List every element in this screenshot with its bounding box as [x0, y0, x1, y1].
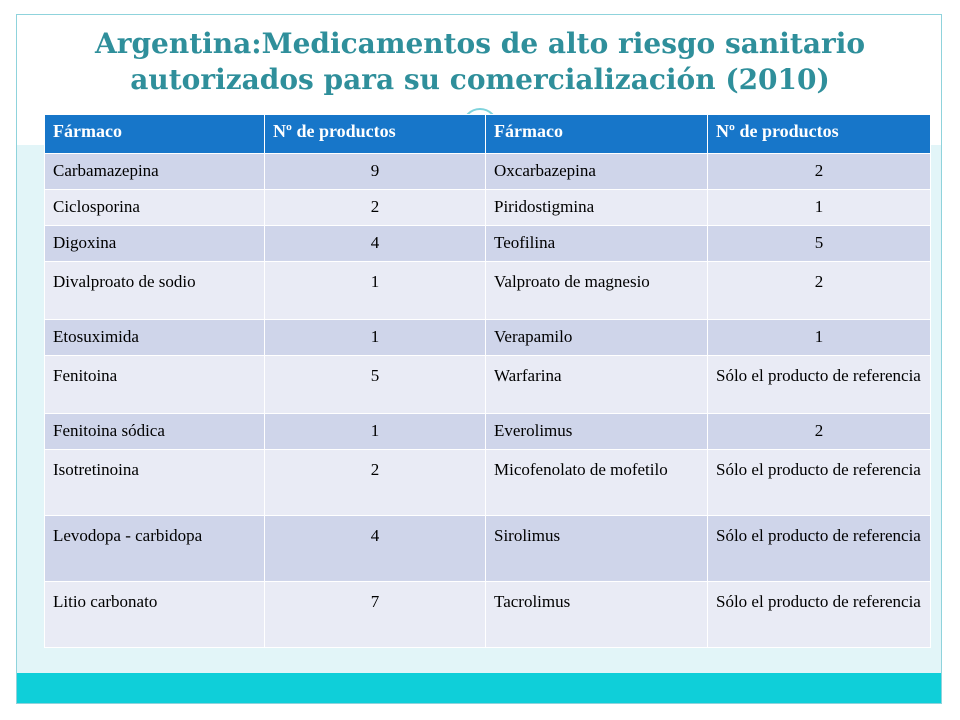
drug-name-cell: Tacrolimus — [486, 582, 708, 648]
product-count-cell: 5 — [708, 226, 931, 262]
table-row — [45, 414, 931, 450]
table-body — [45, 154, 931, 648]
product-count-cell: Sólo el producto de referencia — [708, 516, 931, 582]
drug-table — [44, 114, 931, 648]
product-count-cell: 2 — [265, 190, 486, 226]
product-count-cell: 7 — [265, 582, 486, 648]
table-row — [45, 582, 931, 648]
product-count-cell: 9 — [265, 154, 486, 190]
drug-name-cell: Divalproato de sodio — [45, 262, 265, 320]
header-drug-1: Fármaco — [45, 115, 265, 154]
product-count-cell: Sólo el producto de referencia — [708, 450, 931, 516]
drug-name-cell: Etosuximida — [45, 320, 265, 356]
slide-title-line-1: Argentina:Medicamentos de alto riesgo sanitario — [94, 27, 866, 60]
table-row — [45, 226, 931, 262]
table-row — [45, 516, 931, 582]
drug-name-cell: Sirolimus — [486, 516, 708, 582]
product-count-cell: 1 — [708, 320, 931, 356]
product-count-cell: 1 — [265, 320, 486, 356]
drug-name-cell: Valproato de magnesio — [486, 262, 708, 320]
product-count-cell: 2 — [708, 154, 931, 190]
product-count-cell: 1 — [265, 262, 486, 320]
product-count-cell: 1 — [265, 414, 486, 450]
slide-title — [40, 26, 920, 98]
table-row — [45, 262, 931, 320]
product-count-cell: 1 — [708, 190, 931, 226]
slide-footer-band — [17, 673, 941, 703]
drug-name-cell: Micofenolato de mofetilo — [486, 450, 708, 516]
table-row — [45, 320, 931, 356]
product-count-cell: Sólo el producto de referencia — [708, 582, 931, 648]
drug-name-cell: Everolimus — [486, 414, 708, 450]
drug-name-cell: Ciclosporina — [45, 190, 265, 226]
header-drug-2: Fármaco — [486, 115, 708, 154]
product-count-cell: 2 — [265, 450, 486, 516]
header-count-2: Nº de productos — [708, 115, 931, 154]
drug-name-cell: Teofilina — [486, 226, 708, 262]
table-row — [45, 190, 931, 226]
header-count-1: Nº de productos — [265, 115, 486, 154]
table-row — [45, 154, 931, 190]
drug-name-cell: Carbamazepina — [45, 154, 265, 190]
product-count-cell: 5 — [265, 356, 486, 414]
table-header-row — [45, 115, 931, 154]
product-count-cell: 4 — [265, 516, 486, 582]
drug-name-cell: Litio carbonato — [45, 582, 265, 648]
product-count-cell: 4 — [265, 226, 486, 262]
drug-name-cell: Piridostigmina — [486, 190, 708, 226]
slide-title-line-2: autorizados para su comercialización (2010) — [130, 63, 830, 96]
drug-name-cell: Fenitoina — [45, 356, 265, 414]
product-count-cell: 2 — [708, 414, 931, 450]
drug-name-cell: Verapamilo — [486, 320, 708, 356]
drug-name-cell: Digoxina — [45, 226, 265, 262]
table-row — [45, 450, 931, 516]
product-count-cell: 2 — [708, 262, 931, 320]
table-row — [45, 356, 931, 414]
drug-name-cell: Levodopa - carbidopa — [45, 516, 265, 582]
drug-name-cell: Fenitoina sódica — [45, 414, 265, 450]
product-count-cell: Sólo el producto de referencia — [708, 356, 931, 414]
drug-name-cell: Oxcarbazepina — [486, 154, 708, 190]
drug-name-cell: Isotretinoina — [45, 450, 265, 516]
drug-name-cell: Warfarina — [486, 356, 708, 414]
